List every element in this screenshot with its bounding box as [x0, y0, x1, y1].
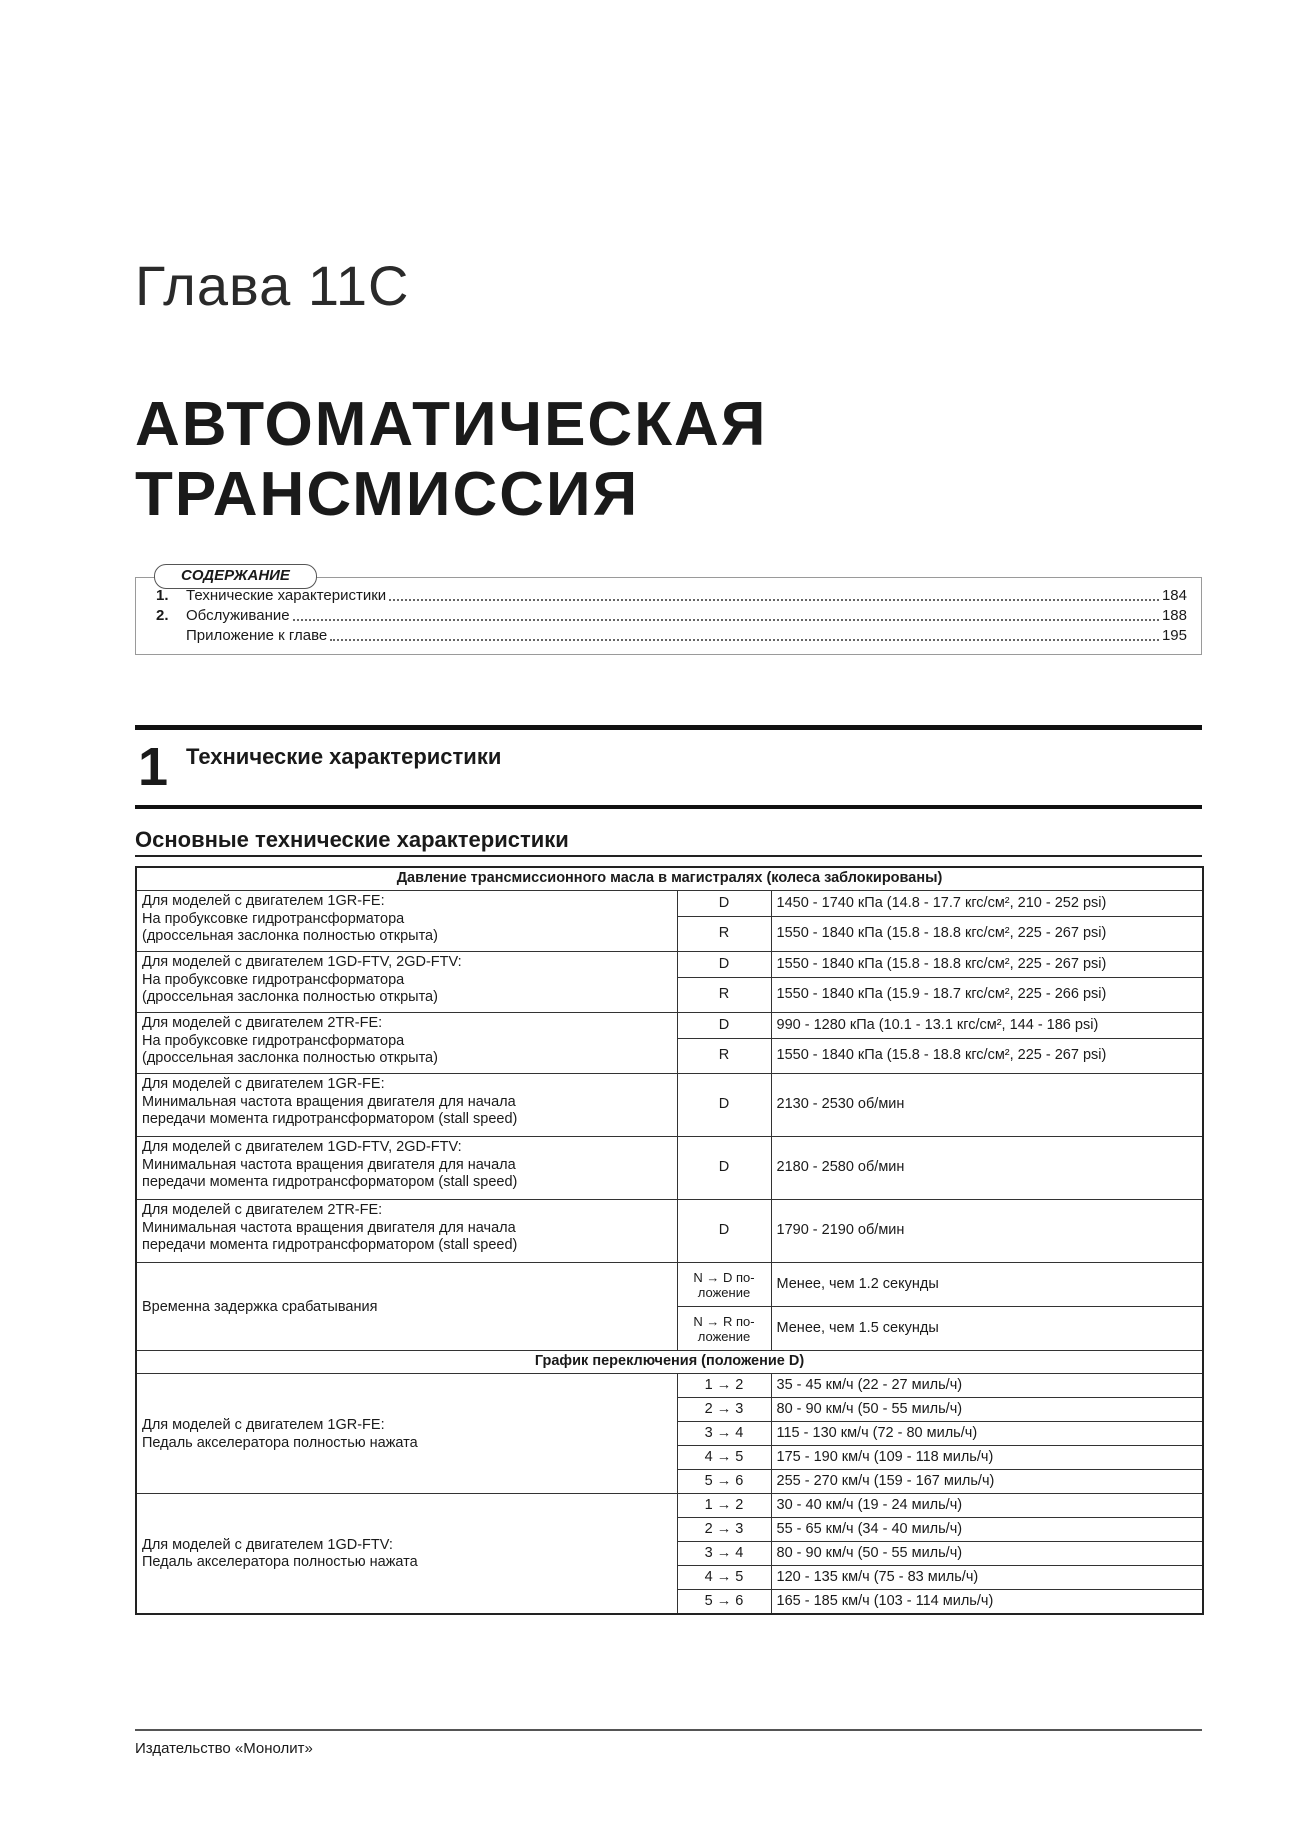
spec-description-line: Для моделей с двигателем 2TR-FE:: [142, 1015, 383, 1031]
spec-condition: R: [677, 978, 771, 1013]
spec-description-line: Для моделей с двигателем 1GR-FE:: [142, 893, 385, 909]
spec-value: 1450 - 1740 кПа (14.8 - 17.7 кгс/см², 210 - 252 psi): [771, 891, 1203, 917]
gear-shift: 3 → 4: [677, 1542, 771, 1566]
toc-leader-dots: [293, 619, 1159, 621]
toc-leader-dots: [389, 599, 1159, 601]
spec-condition-line: ложение: [697, 1328, 751, 1344]
spec-description: Временна задержка срабатывания: [136, 1263, 677, 1351]
spec-description-line: Педаль акселератора полностью нажата: [142, 1554, 418, 1571]
spec-description-line: Минимальная частота вращения двигателя для начала: [142, 1219, 516, 1236]
spec-value: 35 - 45 км/ч (22 - 27 миль/ч): [771, 1374, 1203, 1398]
gear-shift: 3 → 4: [677, 1422, 771, 1446]
spec-condition: D: [677, 1137, 771, 1200]
table-row: [136, 1200, 1203, 1263]
spec-condition: D: [677, 1013, 771, 1039]
table-row: [136, 1137, 1203, 1200]
table-row: [136, 1013, 1203, 1039]
toc-item-text: Технические характеристики: [186, 587, 387, 604]
gear-shift: 2 → 3: [677, 1518, 771, 1542]
spec-description: [136, 1137, 677, 1200]
spec-description: [136, 1074, 677, 1137]
spec-description-line: Для моделей с двигателем 1GD-FTV:: [142, 1536, 393, 1553]
toc-item-text: Приложение к главе: [186, 627, 328, 644]
publisher-footer: Издательство «Монолит»: [135, 1740, 313, 1757]
table-row: [136, 891, 1203, 917]
table-of-contents: [135, 567, 1202, 655]
toc-item-page: 195: [1161, 627, 1187, 644]
footer-rule: [135, 1729, 1202, 1731]
section-title: Технические характеристики: [186, 744, 502, 769]
spec-description: [136, 1494, 677, 1614]
spec-value: 175 - 190 км/ч (109 - 118 миль/ч): [771, 1446, 1203, 1470]
spec-condition: [677, 1307, 771, 1351]
spec-condition: D: [677, 1200, 771, 1263]
table-header-row: [136, 1351, 1203, 1374]
spec-description-line: Для моделей с двигателем 1GD-FTV, 2GD-FTV:: [142, 1139, 462, 1155]
section-top-rule: [135, 725, 1202, 730]
chapter-title: [135, 390, 767, 530]
spec-condition: [677, 1263, 771, 1307]
spec-description: [136, 952, 677, 1013]
spec-description-line: передачи момента гидротрансформатором (stall speed): [142, 1111, 518, 1127]
gear-shift: 4 → 5: [677, 1446, 771, 1470]
spec-description-line: Минимальная частота вращения двигателя для начала: [142, 1093, 516, 1110]
spec-value: 255 - 270 км/ч (159 - 167 миль/ч): [771, 1470, 1203, 1494]
subsection-rule: [135, 855, 1202, 857]
chapter-title-line: АВТОМАТИЧЕСКАЯ: [135, 390, 768, 459]
section-bottom-rule: [135, 805, 1202, 809]
spec-condition: D: [677, 1074, 771, 1137]
gear-shift: 1 → 2: [677, 1494, 771, 1518]
spec-description-line: Для моделей с двигателем 2TR-FE:: [142, 1202, 383, 1218]
spec-value: 55 - 65 км/ч (34 - 40 миль/ч): [771, 1518, 1203, 1542]
gear-shift: 4 → 5: [677, 1566, 771, 1590]
spec-description-line: На пробуксовке гидротрансформатора: [142, 910, 405, 927]
chapter-title-line: ТРАНСМИССИЯ: [135, 460, 640, 529]
spec-value: 1550 - 1840 кПа (15.9 - 18.7 кгс/см², 225 - 266 psi): [771, 978, 1203, 1013]
table-row: [136, 1263, 1203, 1307]
toc-label: СОДЕРЖАНИЕ: [154, 564, 317, 589]
spec-description-line: Минимальная частота вращения двигателя для начала: [142, 1156, 516, 1173]
spec-description-line: передачи момента гидротрансформатором (stall speed): [142, 1237, 518, 1253]
table-section-header: График переключения (положение D): [136, 1351, 1203, 1374]
spec-condition: R: [677, 917, 771, 952]
spec-condition: D: [677, 891, 771, 917]
gear-shift: 5 → 6: [677, 1470, 771, 1494]
spec-description-line: (дроссельная заслонка полностью открыта): [142, 989, 438, 1005]
spec-description: [136, 1013, 677, 1074]
spec-value: 80 - 90 км/ч (50 - 55 миль/ч): [771, 1542, 1203, 1566]
spec-description-line: Педаль акселератора полностью нажата: [142, 1434, 418, 1451]
spec-description: [136, 1374, 677, 1494]
spec-value: 80 - 90 км/ч (50 - 55 миль/ч): [771, 1398, 1203, 1422]
spec-condition: D: [677, 952, 771, 978]
table-row: [136, 1374, 1203, 1398]
spec-value: 165 - 185 км/ч (103 - 114 миль/ч): [771, 1590, 1203, 1614]
spec-description-line: На пробуксовке гидротрансформатора: [142, 1032, 405, 1049]
spec-description: [136, 891, 677, 952]
spec-value: 1550 - 1840 кПа (15.8 - 18.8 кгс/см², 225 - 267 psi): [771, 1039, 1203, 1074]
spec-value: 1550 - 1840 кПа (15.8 - 18.8 кгс/см², 225 - 267 psi): [771, 917, 1203, 952]
table-row: [136, 1074, 1203, 1137]
spec-value: 30 - 40 км/ч (19 - 24 миль/ч): [771, 1494, 1203, 1518]
toc-item-page: 184: [1161, 587, 1187, 604]
gear-shift: 5 → 6: [677, 1590, 771, 1614]
toc-item-number: 1.: [156, 587, 169, 604]
spec-condition-line: ложение: [697, 1284, 751, 1300]
toc-item[interactable]: [156, 626, 1187, 646]
spec-value: 2180 - 2580 об/мин: [771, 1137, 1203, 1200]
section-number: 1: [138, 737, 169, 797]
spec-value: Менее, чем 1.5 секунды: [771, 1307, 1203, 1351]
spec-description-line: На пробуксовке гидротрансформатора: [142, 971, 405, 988]
spec-condition: R: [677, 1039, 771, 1074]
table-header-row: [136, 867, 1203, 891]
spec-value: 120 - 135 км/ч (75 - 83 миль/ч): [771, 1566, 1203, 1590]
table-row: [136, 1494, 1203, 1518]
toc-item-text: Обслуживание: [186, 607, 290, 624]
chapter-heading: Глава 11C: [135, 254, 410, 317]
spec-value: 115 - 130 км/ч (72 - 80 миль/ч): [771, 1422, 1203, 1446]
spec-description-line: (дроссельная заслонка полностью открыта): [142, 1050, 438, 1066]
toc-leader-dots: [330, 639, 1159, 641]
spec-description: [136, 1200, 677, 1263]
gear-shift: 2 → 3: [677, 1398, 771, 1422]
spec-condition-line: N → D по-: [693, 1269, 755, 1285]
spec-condition-line: N → R по-: [693, 1313, 755, 1329]
toc-item-number: 2.: [156, 607, 169, 624]
spec-value: 1790 - 2190 об/мин: [771, 1200, 1203, 1263]
spec-value: 990 - 1280 кПа (10.1 - 13.1 кгс/см², 144 - 186 psi): [771, 1013, 1203, 1039]
toc-item-page: 188: [1161, 607, 1187, 624]
specifications-table: [135, 866, 1204, 1615]
toc-item[interactable]: [156, 586, 1187, 606]
gear-shift: 1 → 2: [677, 1374, 771, 1398]
spec-description-line: Для моделей с двигателем 1GR-FE:: [142, 1417, 385, 1433]
table-section-header: Давление трансмиссионного масла в магистралях (колеса заблокированы): [136, 867, 1203, 891]
spec-description-line: Для моделей с двигателем 1GD-FTV, 2GD-FTV:: [142, 954, 462, 970]
spec-value: 1550 - 1840 кПа (15.8 - 18.8 кгс/см², 225 - 267 psi): [771, 952, 1203, 978]
spec-description-line: передачи момента гидротрансформатором (stall speed): [142, 1174, 518, 1190]
toc-item[interactable]: [156, 606, 1187, 626]
table-row: [136, 952, 1203, 978]
subsection-title: Основные технические характеристики: [135, 827, 569, 852]
spec-value: 2130 - 2530 об/мин: [771, 1074, 1203, 1137]
spec-value: Менее, чем 1.2 секунды: [771, 1263, 1203, 1307]
spec-description-line: (дроссельная заслонка полностью открыта): [142, 928, 438, 944]
spec-description-line: Для моделей с двигателем 1GR-FE:: [142, 1076, 385, 1092]
